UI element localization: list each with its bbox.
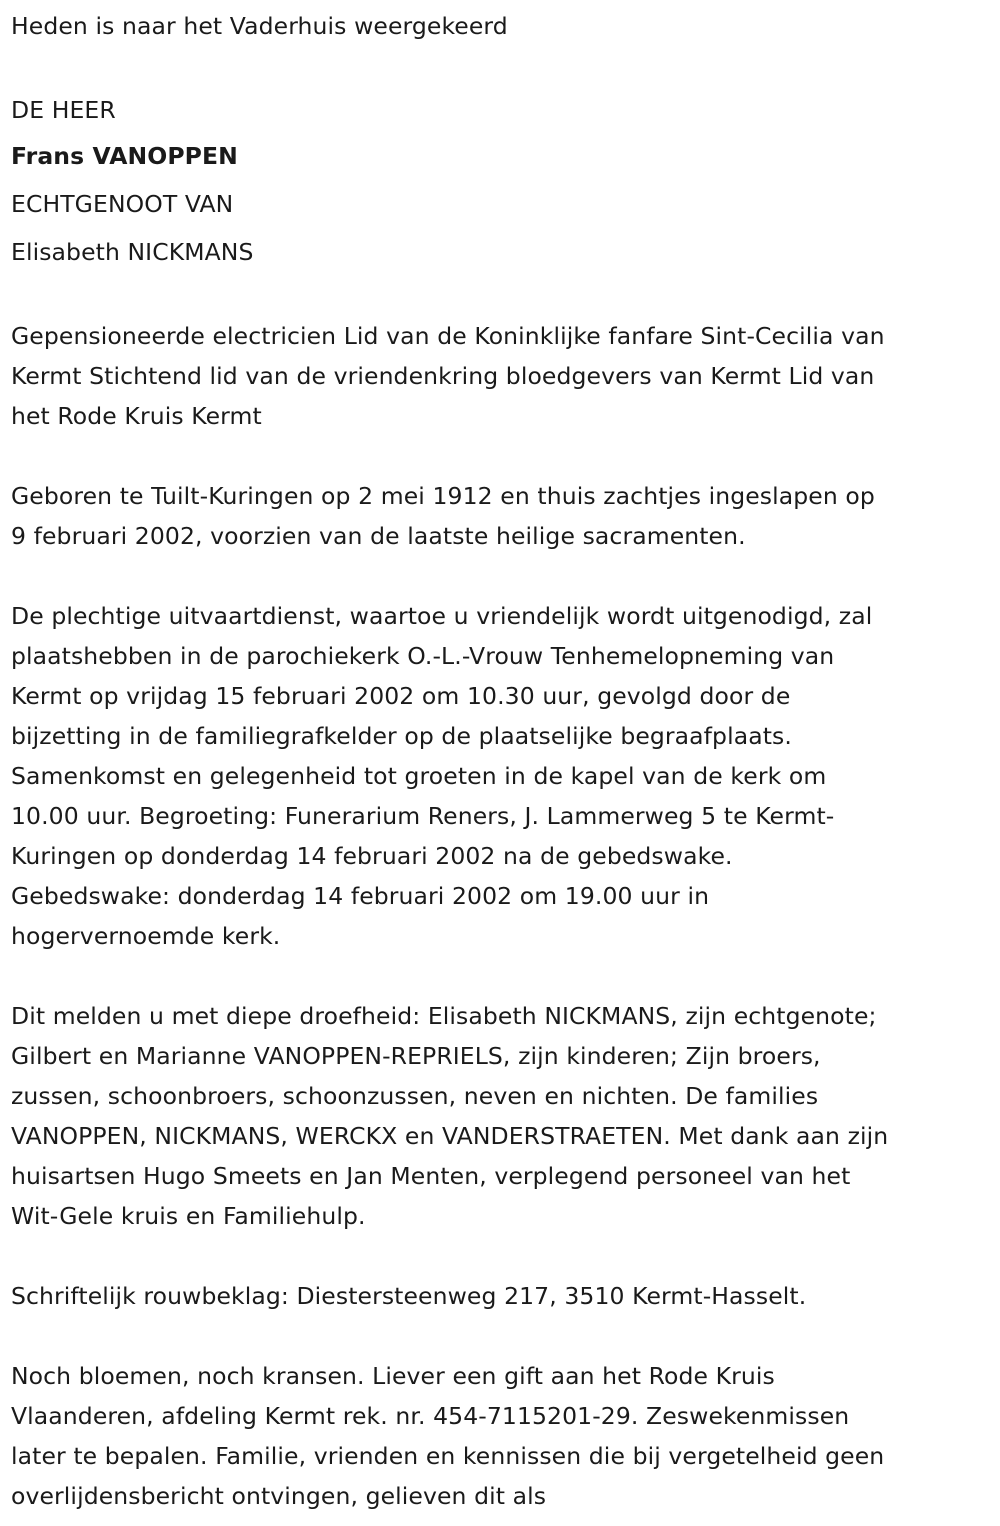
occupation-line: Kermt Stichtend lid van de vriendenkring bloedgevers van Kermt Lid van: [11, 362, 875, 390]
flowers-line: overlijdensbericht ontvingen, gelieven dit als: [11, 1482, 547, 1510]
funeral-line: hogervernoemde kerk.: [11, 922, 281, 950]
announcement-paragraph: [11, 996, 990, 1236]
funeral-paragraph: [11, 596, 990, 956]
announcement-line: zussen, schoonbroers, schoonzussen, neven en nichten. De families: [11, 1082, 819, 1110]
announcement-line: huisartsen Hugo Smeets en Jan Menten, verplegend personeel van het: [11, 1162, 851, 1190]
announcement-line: Gilbert en Marianne VANOPPEN-REPRIELS, zijn kinderen; Zijn broers,: [11, 1042, 821, 1070]
funeral-line: Gebedswake: donderdag 14 februari 2002 om 19.00 uur in: [11, 882, 710, 910]
birth-death-line: Geboren te Tuilt-Kuringen op 2 mei 1912 en thuis zachtjes ingeslapen op: [11, 482, 875, 510]
announcement-line: VANOPPEN, NICKMANS, WERCKX en VANDERSTRAETEN. Met dank aan zijn: [11, 1122, 889, 1150]
funeral-line: 10.00 uur. Begroeting: Funerarium Reners, J. Lammerweg 5 te Kermt-: [11, 802, 835, 830]
birth-death-line: 9 februari 2002, voorzien van de laatste heilige sacramenten.: [11, 522, 746, 550]
title-prefix: DE HEER: [11, 96, 116, 124]
funeral-line: Samenkomst en gelegenheid tot groeten in de kapel van de kerk om: [11, 762, 827, 790]
funeral-line: Kuringen op donderdag 14 februari 2002 na de gebedswake.: [11, 842, 733, 870]
funeral-line: bijzetting in de familiegrafkelder op de plaatselijke begraafplaats.: [11, 722, 792, 750]
flowers-line: later te bepalen. Familie, vrienden en kennissen die bij vergetelheid geen: [11, 1442, 885, 1470]
occupation-paragraph: [11, 316, 990, 436]
flowers-line: Noch bloemen, noch kransen. Liever een gift aan het Rode Kruis: [11, 1362, 775, 1390]
deceased-name: Frans VANOPPEN: [11, 142, 238, 170]
spouse-name: Elisabeth NICKMANS: [11, 238, 254, 266]
opening-line: Heden is naar het Vaderhuis weergekeerd: [11, 12, 508, 40]
birth-death-paragraph: [11, 476, 990, 556]
spouse-label: ECHTGENOOT VAN: [11, 190, 234, 218]
announcement-line: Dit melden u met diepe droefheid: Elisabeth NICKMANS, zijn echtgenote;: [11, 1002, 877, 1030]
announcement-line: Wit-Gele kruis en Familiehulp.: [11, 1202, 366, 1230]
funeral-line: De plechtige uitvaartdienst, waartoe u vriendelijk wordt uitgenodigd, zal: [11, 602, 873, 630]
funeral-line: Kermt op vrijdag 15 februari 2002 om 10.30 uur, gevolgd door de: [11, 682, 791, 710]
occupation-line: het Rode Kruis Kermt: [11, 402, 262, 430]
funeral-line: plaatshebben in de parochiekerk O.-L.-Vrouw Tenhemelopneming van: [11, 642, 835, 670]
flowers-paragraph: [11, 1356, 990, 1516]
condolence-paragraph: [11, 1276, 990, 1316]
occupation-line: Gepensioneerde electricien Lid van de Koninklijke fanfare Sint-Cecilia van: [11, 322, 885, 350]
condolence-line: Schriftelijk rouwbeklag: Diestersteenweg 217, 3510 Kermt-Hasselt.: [11, 1282, 807, 1310]
flowers-line: Vlaanderen, afdeling Kermt rek. nr. 454-7115201-29. Zeswekenmissen: [11, 1402, 850, 1430]
